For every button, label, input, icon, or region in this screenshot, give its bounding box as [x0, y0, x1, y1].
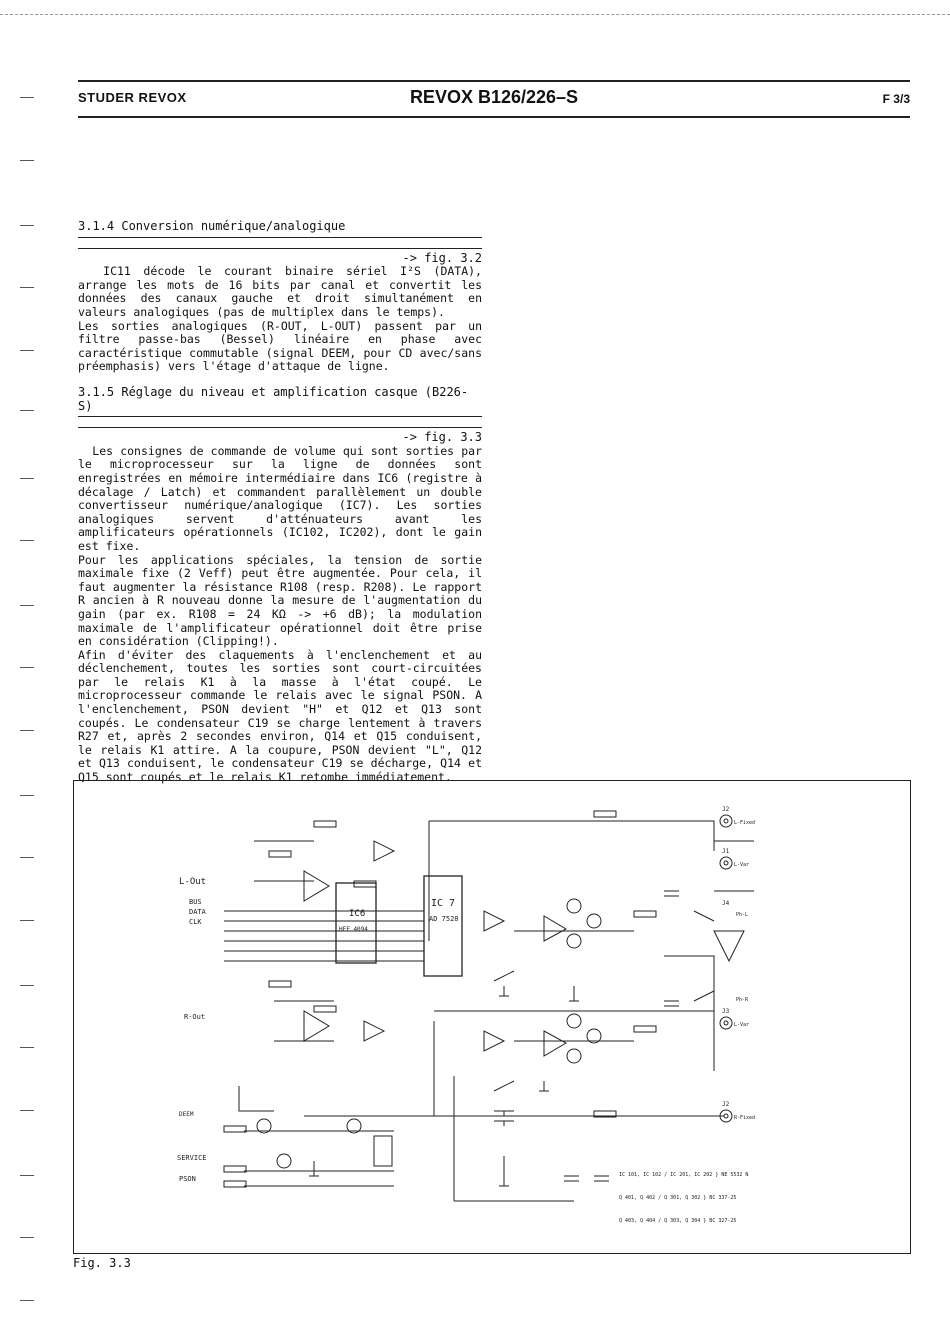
ic6-label: IC6	[349, 909, 366, 919]
output-label: L-Var	[734, 1022, 750, 1028]
figure-reference: -> fig. 3.3	[78, 427, 482, 445]
input-label: L-Out	[179, 877, 207, 887]
input-label: PSON	[179, 1175, 196, 1183]
page-header	[78, 80, 910, 118]
input-label: DATA	[189, 908, 206, 916]
circuit-schematic	[74, 781, 910, 1253]
page-number: F 3/3	[882, 92, 910, 106]
input-label: BUS	[189, 898, 202, 906]
input-label: DEEM	[179, 1111, 194, 1118]
section-heading: 3.1.5 Réglage du niveau et amplification casque (B226-S)	[78, 386, 482, 417]
document-title: REVOX B126/226–S	[409, 87, 579, 107]
input-label: R-Out	[184, 1013, 206, 1021]
top-edge-line	[0, 14, 950, 15]
section-body: Les consignes de commande de volume qui sont sorties par le microprocesseur sur la ligne de données sont enregistrées en mémoire intermédiaire dans IC6 (registre à décalage / Latch) et commandent parallèlement un double convertisseur numérique/analogique (IC7). Les sorties analogiques servent d'atténuateurs avant les amplificateurs opérationnels (IC102, IC202), dont le gain est fixe. Pour les applications spéciales, la tension de sortie maximale fixe (2 Veff) peut être augmentée. Pour cela, il faut augmenter la résistance R108 (resp. R208). Le rapport R ancien à R nouveau donne la mesure de l'augmentation du gain (par ex. R108 = 24 KΩ -> +6 dB); la modulation maximale de l'amplificateur opérationnel doit être prise en considération (Clipping!). Afin d'éviter des claquements à l'enclenchement et au déclenchement, toutes les sorties sont court-circuitées par le relais K1 à la masse à l'état coupé. Le microprocesseur commande le relais avec le signal PSON. A l'enclenchement, PSON devient "H" et Q12 et Q13 sont coupés. Le condensateur C19 se charge lentement à travers R27 et, après 2 secondes environ, Q14 et Q15 conduisent, le relais K1 attire. A la coupure, PSON devient "L", Q12 et Q13 conduisent, le condensateur C19 se décharge, Q14 et Q15 sont coupés et le relais K1 retombe immédiatement.	[78, 443, 482, 785]
section-heading: 3.1.4 Conversion numérique/analogique	[78, 220, 482, 238]
output-label: L-Fixed	[734, 820, 756, 826]
brand-logo: STUDER REVOX	[78, 90, 187, 105]
output-label: R-Fixed	[734, 1115, 756, 1121]
section-3-1-5	[78, 386, 482, 785]
ic7-part: AD 7528	[429, 915, 459, 923]
output-label: Ph-R	[736, 997, 749, 1003]
input-label: CLK	[189, 918, 202, 926]
jack-label: J1	[722, 848, 730, 855]
figure-caption: Fig. 3.3	[73, 1256, 131, 1270]
input-label: SERVICE	[177, 1154, 207, 1162]
parts-note: Q 403, Q 404 / Q 303, Q 304 } BC 327-25	[619, 1218, 737, 1224]
output-label: Ph-L	[736, 912, 749, 918]
jack-label: J4	[722, 900, 730, 907]
section-3-1-4	[78, 220, 482, 374]
jack-label: J2	[722, 1101, 730, 1108]
ic6-part: HEF 4094	[339, 926, 368, 933]
ic7-label: IC 7	[431, 898, 456, 909]
parts-note: Q 401, Q 402 / Q 301, Q 302 } BC 337-25	[619, 1195, 737, 1201]
section-body: IC11 décode le courant binaire sériel I²S (DATA), arrange les mots de 16 bits par canal et convertit les données des canaux gauche et droit simultanément en valeurs analogiques (pas de multiplex dans le temps). Les sorties analogiques (R-OUT, L-OUT) passent par un filtre passe-bas (Bessel) linéaire en phase avec caractéristique commutable (signal DEEM, pour CD avec/sans préemphasis) vers l'étage d'attaque de ligne.	[78, 264, 482, 374]
parts-note: IC 101, IC 102 / IC 201, IC 202 } NE 5532 N	[619, 1172, 749, 1178]
jack-label: J3	[722, 1008, 730, 1015]
jack-label: J2	[722, 806, 730, 813]
output-label: L-Var	[734, 862, 750, 868]
figure-reference: -> fig. 3.2	[78, 248, 482, 266]
schematic-figure	[73, 780, 911, 1254]
